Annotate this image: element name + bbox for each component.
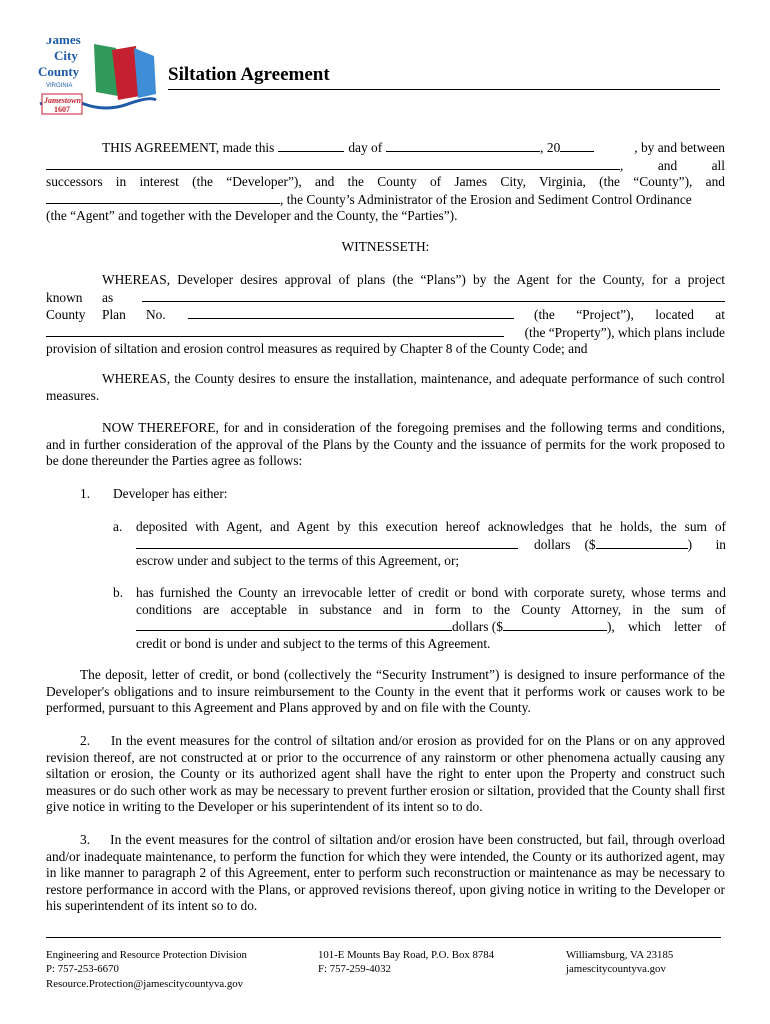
item-1b-dollars: dollars ($	[452, 619, 503, 635]
footer-division	[46, 948, 247, 991]
whereas1-line5: provision of siltation and erosion control measures as required by Chapter 8 of the County Code; and	[46, 341, 588, 357]
property-location-blank[interactable]	[46, 324, 504, 337]
footer-division-name: Engineering and Resource Protection Division	[46, 949, 247, 961]
developer-name-blank[interactable]	[46, 157, 620, 170]
whereas1-known: known	[46, 289, 83, 305]
item-1a-label: a.	[113, 519, 123, 534]
logo-text-6: 1607	[54, 105, 70, 114]
project-name-blank[interactable]	[142, 289, 725, 302]
item-3-text: In the event measures for the control of siltation and/or erosion have been constructed, but fail, through overload and/or inadequate maintenance, to perform the function for which they were intended, the County or its authorized agent, may in like manner to paragraph 2 of this Agreement, enter to perform such reconstruction or maintenance as may be necessary to restore performance in accord with the Plans, or approved revisions thereof, upon giving notice in writing to the Developer or his superintendent of its intent so to do.	[46, 832, 725, 914]
whereas1-no: No.	[146, 307, 166, 323]
escrow-amount-words-blank[interactable]	[136, 536, 518, 549]
whereas1-as: as	[102, 289, 114, 305]
intro-text-c: , 20	[540, 140, 561, 155]
agent-name-blank[interactable]	[46, 191, 280, 204]
whereas1-plan: Plan	[102, 307, 126, 323]
item-1b-text	[136, 585, 726, 652]
whereas1-property: (the “Property”), which plans include	[524, 324, 725, 340]
whereas1-county: County	[46, 307, 86, 323]
page-title: Siltation Agreement	[168, 64, 330, 85]
whereas-control-measures: WHEREAS, the County desires to ensure the installation, maintenance, and adequate performance of such control measures.	[46, 371, 725, 403]
item-3-number: 3.	[80, 832, 91, 847]
bond-amount-words-blank[interactable]	[136, 618, 452, 631]
logo-text-4: VIRGINIA	[46, 83, 73, 89]
item-1b-line2: conditions are acceptable in substance and in form to the County Attorney, in the sum of	[136, 601, 726, 617]
logo-text-5: Jamestown	[44, 96, 81, 105]
plan-number-blank[interactable]	[188, 306, 514, 319]
item-1-text: Developer has either:	[113, 486, 228, 501]
agreement-intro	[46, 139, 725, 225]
item-1-number: 1.	[80, 486, 91, 501]
whereas1-line1: WHEREAS, Developer desires approval of plans (the “Plans”) by the Agent for the County, for a project	[102, 272, 725, 287]
item-2-number: 2.	[80, 733, 91, 748]
now-therefore-paragraph: NOW THEREFORE, for and in consideration of the foregoing premises and the following terms and conditions, and in further consideration of the approval of the Plans by the County and the issuance of permits for the work proposed to be done thereunder the Parties agree as follows:	[46, 420, 725, 469]
year-blank[interactable]	[560, 139, 594, 152]
footer-rule	[46, 937, 721, 938]
title-rule	[168, 89, 720, 90]
item-1a-dollars: dollars	[534, 536, 571, 552]
item-1a-in: in	[715, 536, 726, 552]
witnesseth-heading: WITNESSETH:	[341, 239, 430, 254]
intro-text-f: , the County’s Administrator of the Erosion and Sediment Control Ordinance	[280, 191, 692, 207]
security-instrument-paragraph: The deposit, letter of credit, or bond (collectively the “Security Instrument”) is designed to insure performance of the Developer's obligations and to insure reimbursement to the County in the event that it performs work or causes work to be performed, pursuant to this Agreement and Plans approved by and on file with the County.	[46, 667, 725, 716]
footer-city	[566, 948, 673, 977]
logo-text-3: County	[38, 64, 80, 79]
whereas1-the: (the	[534, 307, 555, 323]
intro-line-3: successors in interest (the “Developer”), and the County of James City, Virginia, (the “County”), and	[46, 174, 725, 190]
item-1a-line3: escrow under and subject to the terms of this Agreement, or;	[136, 553, 460, 569]
intro-text-e: , and all	[620, 157, 725, 173]
footer-website[interactable]: jamescitycountyva.gov	[566, 963, 666, 976]
footer-fax: F: 757-259-4032	[318, 963, 391, 976]
item-1b-which: ), which letter of	[606, 619, 726, 635]
whereas1-project: “Project”),	[576, 307, 634, 323]
footer-address	[318, 948, 494, 977]
whereas1-at: at	[715, 307, 725, 323]
item-1b-line4: credit or bond is under and subject to the terms of this Agreement.	[136, 635, 491, 651]
month-blank[interactable]	[386, 139, 540, 152]
item-2-paragraph	[46, 733, 725, 816]
item-1a-text	[136, 519, 726, 570]
footer-email[interactable]: Resource.Protection@jamescitycountyva.gov	[46, 977, 244, 990]
logo-text-2: City	[54, 48, 78, 63]
footer-street: 101-E Mounts Bay Road, P.O. Box 8784	[318, 949, 495, 961]
james-city-county-logo	[32, 38, 160, 120]
day-blank[interactable]	[278, 139, 344, 152]
intro-text-b: day of	[348, 140, 383, 155]
item-3-paragraph	[46, 832, 725, 915]
intro-line-5: (the “Agent” and together with the Developer and the County, the “Parties”).	[46, 208, 458, 224]
item-1a-line1: deposited with Agent, and Agent by this execution hereof acknowledges that he holds, the sum of	[136, 519, 726, 534]
item-1b-line1: has furnished the County an irrevocable letter of credit or bond with corporate surety, whose terms and	[136, 585, 726, 600]
logo-graphic	[32, 38, 160, 120]
item-2-text: In the event measures for the control of siltation and/or erosion as provided for on the Plans or on any approved revision thereof, are not constructed at or prior to the occurrence of any rainstorm or other phenomena actually causing any siltation or erosion, the County or its authorized agent shall have the right to enter upon the Property and construct such measures or do such other work as may be necessary to prevent further erosion or siltation, provided that the County shall first give notice in writing to the Developer or his superintendent of its intent so to do.	[46, 733, 725, 815]
bond-amount-number-blank[interactable]	[503, 618, 607, 631]
footer-phone: P: 757-253-6670	[46, 963, 119, 976]
logo-text-1: James	[46, 38, 81, 47]
footer-city-state: Williamsburg, VA 23185	[566, 949, 674, 961]
item-1a-paren: ($	[584, 536, 596, 552]
intro-text-a: THIS AGREEMENT, made this	[102, 140, 275, 155]
item-1b-label: b.	[113, 585, 124, 600]
escrow-amount-number-blank[interactable]	[596, 536, 688, 549]
whereas-project	[46, 272, 725, 358]
whereas1-located: located	[655, 307, 694, 323]
intro-text-d: , by and between	[634, 140, 725, 155]
item-1a-close: )	[687, 536, 693, 552]
